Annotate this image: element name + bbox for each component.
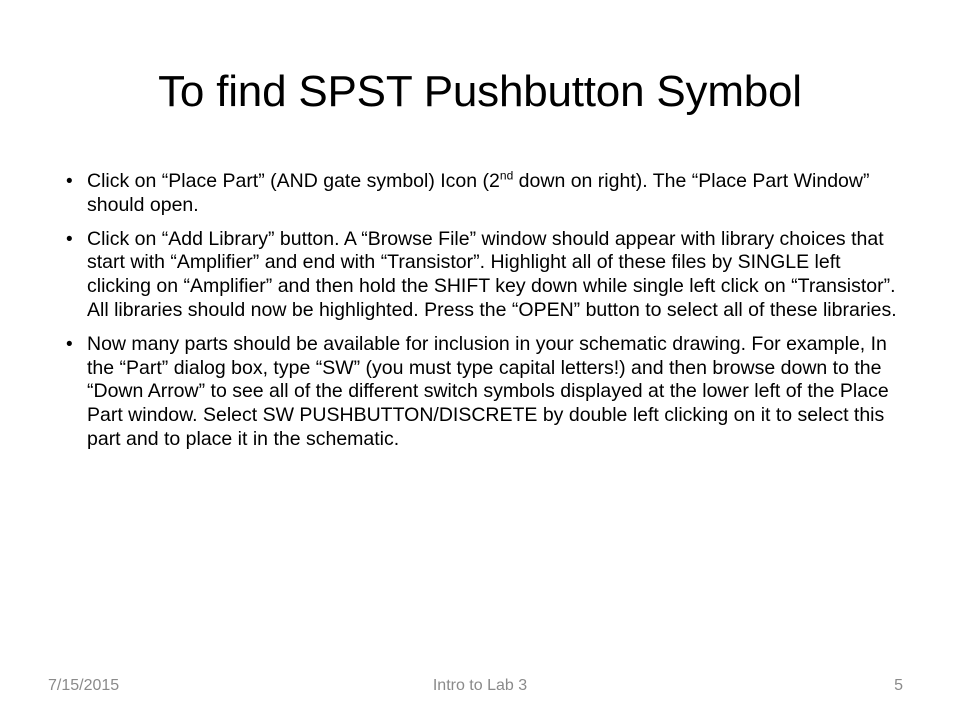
bullet-text: Click on “Add Library” button. A “Browse File” window should appear with library choices that start with “Amplifier” and end with “Transistor”. Highlight all of these files by SINGLE left clicking on “Amplifier” and then hold the SHIFT key down while single left click on “Transistor”. All libraries should now be highlighted. Press the “OPEN” button to select all of these libraries. [87,227,897,321]
bullet-list [66,170,898,462]
bullet-icon: • [66,228,73,250]
bullet-text-part: down on right). The “Place Part Window” should open. [87,170,870,216]
bullet-text-part: Click on “Place Part” (AND gate symbol) Icon (2 [87,170,500,192]
slide-title: To find SPST Pushbutton Symbol [158,67,802,116]
bullet-item [66,170,898,218]
footer-date: 7/15/2015 [48,677,120,694]
bullet-icon: • [66,333,73,355]
bullet-item [66,333,898,452]
footer-title: Intro to Lab 3 [432,677,528,694]
bullet-superscript: nd [499,168,514,183]
bullet-icon: • [66,171,73,192]
bullet-text: Now many parts should be available for inclusion in your schematic drawing. For example, In the “Part” dialog box, type “SW” (you must type capital letters!) and then browse down to the “Down Arrow” to see all of the different switch symbols displayed at the lower left of the Place Part window. Select SW PUSHBUTTON/DISCRETE by double left clicking on it to select this part and to place it in the schematic. [87,332,889,450]
footer-page-number: 5 [894,677,903,694]
bullet-item [66,228,898,323]
